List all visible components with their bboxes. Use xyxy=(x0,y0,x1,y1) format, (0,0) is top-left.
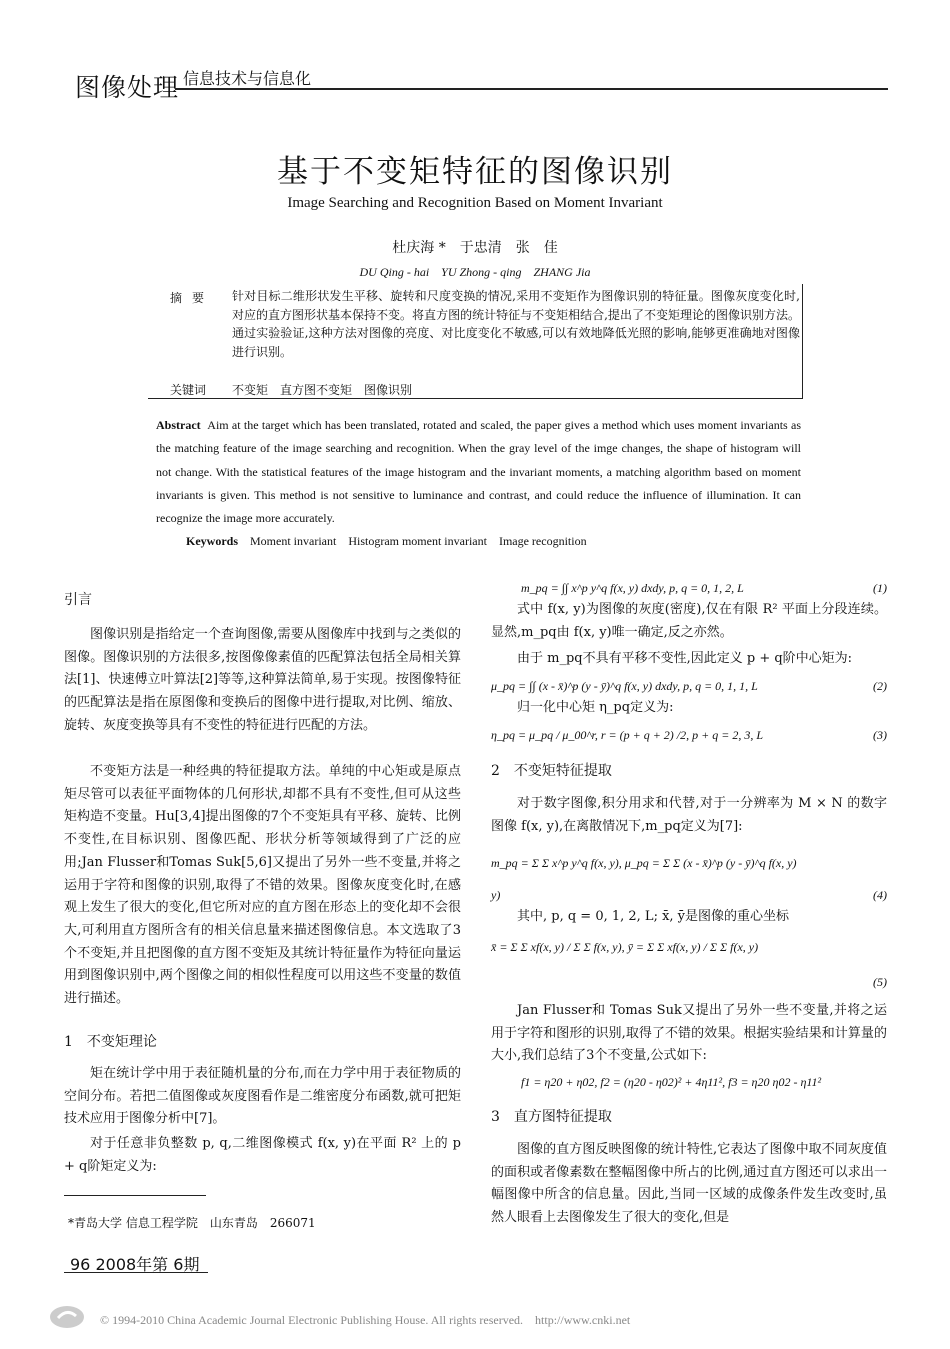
page-rule xyxy=(64,1272,208,1273)
cnki-logo-icon xyxy=(48,1304,86,1330)
equation-2 xyxy=(491,675,887,698)
equation-2-text: μ_pq = ∫∫ (x - x̄)^p (y - ȳ)^q f(x, y) dxdy, p, q = 0, 1, 1, L xyxy=(491,679,758,693)
section-1-heading: 1 不变矩理论 xyxy=(64,1034,157,1050)
footnote: *青岛大学 信息工程学院 山东青岛 266071 xyxy=(68,1216,316,1230)
intro-paragraph-2: 不变矩方法是一种经典的特征提取方法。单纯的中心矩或是原点矩尽管可以表征平面物体的几何形状,却都不具有不变性,但可从这些矩构造不变量。Hu[3,4]提出图像的7个不变矩具有平移、旋转、比例不变性,在目标识别、图像匹配、形状分析等领域得到了广泛的应用;Jan Flusser和Tomas Suk[5,6]又提出了另外一些不变量,并将之运用于字符和图像的识别,取得了不错的效果。图像灰度变化时,在感观上发生了很大的变化,但它所对应的直方图在形态上的变化却不会很大,可利用直方图所含有的相关信息量来描述图像信息。本文选取了3个不变矩,并且把图像的直方图不变矩及其统计特征量作为特征向量运用到图像识别中,两个图像之间的相似性程度可以用这些不变量的数值进行描述。 xyxy=(64,764,461,1007)
abstract-text-cn: 针对目标二维形状发生平移、旋转和尺度变换的情况,采用不变矩作为图像识别的特征量。图像灰度变化时,对应的直方图形状基本保持不变。将直方图的统计特征与不变矩相结合,提出了不变矩理论的图像识别方法。通过实验验证,这种方法对图像的亮度、对比度变化不敏感,可以有效地降低光照的影响,能够更准确地对图像进行识别。 xyxy=(232,289,800,360)
section-3-paragraph-1: 图像的直方图反映图像的统计特性,它表达了图像中取不同灰度值的面积或者像素数在整幅图像中所占的比例,通过直方图还可以求出一幅图像中所含的信息量。因此,当同一区域的成像条件发生改变时,虽然人眼看上去图像发生了很大的变化,但是 xyxy=(491,1142,887,1226)
copyright-notice: © 1994-2010 China Academic Journal Electronic Publishing House. All rights reserved. http://www.cnki.net xyxy=(100,1313,631,1327)
equation-1-number: (1) xyxy=(873,581,887,595)
equation-4-number-row: y) (4) xyxy=(491,884,887,907)
issue-label: 2008年第 6期 xyxy=(95,1255,200,1274)
equation-4 xyxy=(491,852,887,875)
equation-3-number: (3) xyxy=(873,728,887,742)
page-number: 96 xyxy=(70,1255,91,1274)
keywords-cn: 不变矩 直方图不变矩 图像识别 xyxy=(232,383,413,397)
right-paragraph-a: 式中 f(x, y)为图像的灰度(密度),仅在有限 R² 平面上分段连续。显然,m_pq由 f(x, y)唯一确定,反之亦然。 xyxy=(491,602,887,640)
section-3-heading: 3 直方图特征提取 xyxy=(491,1109,612,1125)
equation-4-text: m_pq = Σ Σ x^p y^q f(x, y), μ_pq = Σ Σ (x - x̄)^p (y - ȳ)^q f(x, y) xyxy=(491,856,797,870)
paper-title-cn: 基于不变矩特征的图像识别 xyxy=(277,154,673,190)
equation-1-text: m_pq = ∫∫ x^p y^q f(x, y) dxdy, p, q = 0, 1, 2, L xyxy=(521,581,744,595)
abstract-en xyxy=(156,414,801,530)
equation-3-text: η_pq = μ_pq / μ_00^r, r = (p + q + 2) /2, p + q = 2, 3, L xyxy=(491,728,763,742)
section-2-paragraph-1: 对于数字图像,积分用求和代替,对于一分辨率为 M × N 的数字图像 f(x, y),在离散情况下,m_pq定义为[7]: xyxy=(491,796,887,834)
abstract-en-label: Abstract xyxy=(156,418,201,432)
equation-4-number: (4) xyxy=(873,888,887,902)
right-paragraph-d: 其中, p, q = 0, 1, 2, L; x̄, ȳ是图像的重心坐标 xyxy=(517,909,790,924)
intro-heading: 引言 xyxy=(64,592,92,608)
authors-en: DU Qing - hai YU Zhong - qing ZHANG Jia xyxy=(359,265,591,279)
section-1-paragraph-2: 对于任意非负整数 p, q,二维图像模式 f(x, y)在平面 R² 上的 p + q阶矩定义为: xyxy=(64,1136,461,1174)
keywords-en-text: Moment invariant Histogram moment invariant Image recognition xyxy=(250,534,587,548)
equation-3 xyxy=(491,724,887,747)
keywords-label: 关键词 xyxy=(170,383,207,397)
intro-paragraph-1: 图像识别是指给定一个查询图像,需要从图像库中找到与之类似的图像。图像识别的方法很多,按图像像素值的匹配算法包括全局相关算法[1]、快速傅立叶算法[2]等等,这种算法简单,易于实现。按图像特征的匹配算法是指在原图像和变换后的图像中进行提取,对比例、缩放、旋转、灰度变换等具有不变性的特征进行匹配的方法。 xyxy=(64,627,461,733)
section-2-heading: 2 不变矩特征提取 xyxy=(491,763,612,779)
right-paragraph-e: Jan Flusser和 Tomas Suk又提出了另外一些不变量,并将之运用于字符和图形的识别,取得了不错的效果。根据实验结果和计算量的大小,我们总结了3个不变量,公式如下: xyxy=(491,1003,887,1064)
right-paragraph-b: 由于 m_pq不具有平移不变性,因此定义 p + q阶中心矩为: xyxy=(517,651,853,666)
equation-5-text: x̄ = Σ Σ xf(x, y) / Σ Σ f(x, y), ȳ = Σ Σ xf(x, y) / Σ Σ f(x, y) xyxy=(491,940,759,954)
section-header: 图像处理 xyxy=(75,73,180,102)
header-rule xyxy=(175,88,888,90)
section-1-paragraph-1: 矩在统计学中用于表征随机量的分布,而在力学中用于表征物质的空间分布。若把二值图像或灰度图看作是二维密度分布函数,就可把矩技术应用于图像分析中[7]。 xyxy=(64,1066,461,1127)
abstract-en-text: Aim at the target which has been translated, rotated and scaled, the paper gives a method which uses moment invariants as the matching feature of the image searching and recognition. When the gray level of the imge changes, the shape of histogram will not change. With the statistical features of the image histogram and the invariant moments, a matching algorithm based on moment invariants is given. This method is not sensitive to luminance and contrast, and could reduce the influence of illumination. It can recognize the image more accurately. xyxy=(156,418,801,526)
equation-5-number: (5) xyxy=(873,975,887,989)
equation-6: f1 = η20 + η02, f2 = (η20 - η02)² + 4η11², f3 = η20 η02 - η11² xyxy=(521,1075,822,1089)
equation-1 xyxy=(491,577,887,600)
paper-title-en: Image Searching and Recognition Based on Moment Invariant xyxy=(287,195,663,211)
keywords-en-label: Keywords xyxy=(186,534,238,548)
keywords-en xyxy=(186,532,587,549)
journal-name: 信息技术与信息化 xyxy=(183,69,312,88)
equation-5 xyxy=(491,936,887,959)
right-paragraph-c: 归一化中心矩 η_pq定义为: xyxy=(517,700,674,715)
abstract-label: 摘要 xyxy=(170,291,215,305)
footnote-rule xyxy=(64,1195,206,1196)
equation-2-number: (2) xyxy=(873,679,887,693)
authors-cn: 杜庆海 * 于忠清 张 佳 xyxy=(392,240,558,256)
